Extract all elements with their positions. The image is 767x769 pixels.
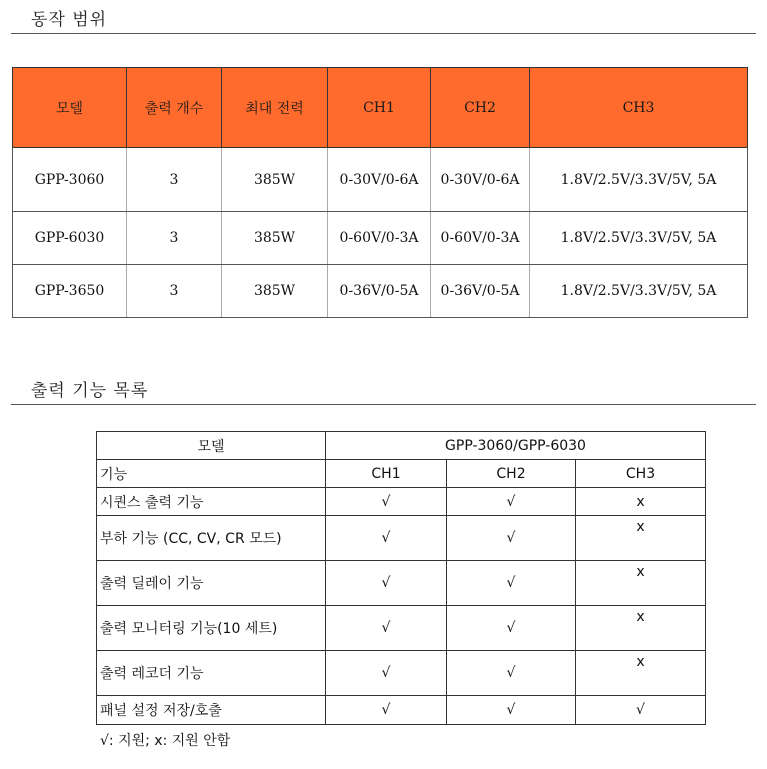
feature-name: 시퀀스 출력 기능 [97, 488, 326, 516]
operating-range-table [12, 67, 748, 318]
cell-output-count: 3 [127, 148, 222, 212]
table-row [13, 212, 748, 265]
section-title-output-functions: 출력 기능 목록 [31, 381, 149, 401]
header-ch1: CH1 [326, 460, 447, 488]
header-ch1: CH1 [328, 68, 431, 148]
header-model: 모델 [13, 68, 127, 148]
ch2-support: √ [447, 516, 576, 561]
section-title-operating-range: 동작 범위 [31, 10, 108, 30]
ch1-support: √ [326, 606, 447, 651]
cell-output-count: 3 [127, 265, 222, 318]
feature-name: 부하 기능 (CC, CV, CR 모드) [97, 516, 326, 561]
ch3-support: x [576, 606, 706, 651]
ch2-support: √ [447, 696, 576, 725]
header-output-count: 출력 개수 [127, 68, 222, 148]
cell-ch3: 1.8V/2.5V/3.3V/5V, 5A [530, 212, 748, 265]
table-row [97, 696, 706, 725]
header-ch3: CH3 [576, 460, 706, 488]
cell-ch2: 0-60V/0-3A [431, 212, 530, 265]
section-divider [11, 33, 756, 34]
ch2-support: √ [447, 651, 576, 696]
ch3-support: √ [576, 696, 706, 725]
model-row [97, 432, 706, 460]
ch2-support: √ [447, 488, 576, 516]
header-ch2: CH2 [447, 460, 576, 488]
cell-ch2: 0-30V/0-6A [431, 148, 530, 212]
ch1-support: √ [326, 488, 447, 516]
ch1-support: √ [326, 651, 447, 696]
cell-max-power: 385W [222, 148, 328, 212]
model-value: GPP-3060/GPP-6030 [326, 432, 706, 460]
cell-ch3: 1.8V/2.5V/3.3V/5V, 5A [530, 265, 748, 318]
ch3-support: x [576, 651, 706, 696]
table-row [13, 265, 748, 318]
header-ch3: CH3 [530, 68, 748, 148]
cell-ch2: 0-36V/0-5A [431, 265, 530, 318]
header-ch2: CH2 [431, 68, 530, 148]
ch3-support: x [576, 516, 706, 561]
ch2-support: √ [447, 561, 576, 606]
ch1-support: √ [326, 516, 447, 561]
channel-header-row [97, 460, 706, 488]
cell-model: GPP-3060 [13, 148, 127, 212]
ch1-support: √ [326, 561, 447, 606]
ch3-support: x [576, 561, 706, 606]
table-row [13, 148, 748, 212]
cell-ch1: 0-60V/0-3A [328, 212, 431, 265]
cell-max-power: 385W [222, 265, 328, 318]
cell-model: GPP-6030 [13, 212, 127, 265]
output-functions-table [96, 431, 706, 725]
feature-name: 출력 레코더 기능 [97, 651, 326, 696]
cell-ch1: 0-36V/0-5A [328, 265, 431, 318]
ch2-support: √ [447, 606, 576, 651]
cell-ch1: 0-30V/0-6A [328, 148, 431, 212]
table-row [97, 606, 706, 651]
section-divider [11, 404, 756, 405]
table-header-row [13, 68, 748, 148]
feature-name: 패널 설정 저장/호출 [97, 696, 326, 725]
header-max-power: 최대 전력 [222, 68, 328, 148]
table-row [97, 561, 706, 606]
support-legend: √: 지원; x: 지원 안함 [100, 733, 231, 749]
ch1-support: √ [326, 696, 447, 725]
feature-label: 기능 [97, 460, 326, 488]
feature-name: 출력 딜레이 기능 [97, 561, 326, 606]
cell-output-count: 3 [127, 212, 222, 265]
cell-max-power: 385W [222, 212, 328, 265]
cell-model: GPP-3650 [13, 265, 127, 318]
feature-name: 출력 모니터링 기능(10 세트) [97, 606, 326, 651]
cell-ch3: 1.8V/2.5V/3.3V/5V, 5A [530, 148, 748, 212]
ch3-support: x [576, 488, 706, 516]
table-row [97, 651, 706, 696]
model-label: 모델 [97, 432, 326, 460]
table-row [97, 516, 706, 561]
table-row [97, 488, 706, 516]
